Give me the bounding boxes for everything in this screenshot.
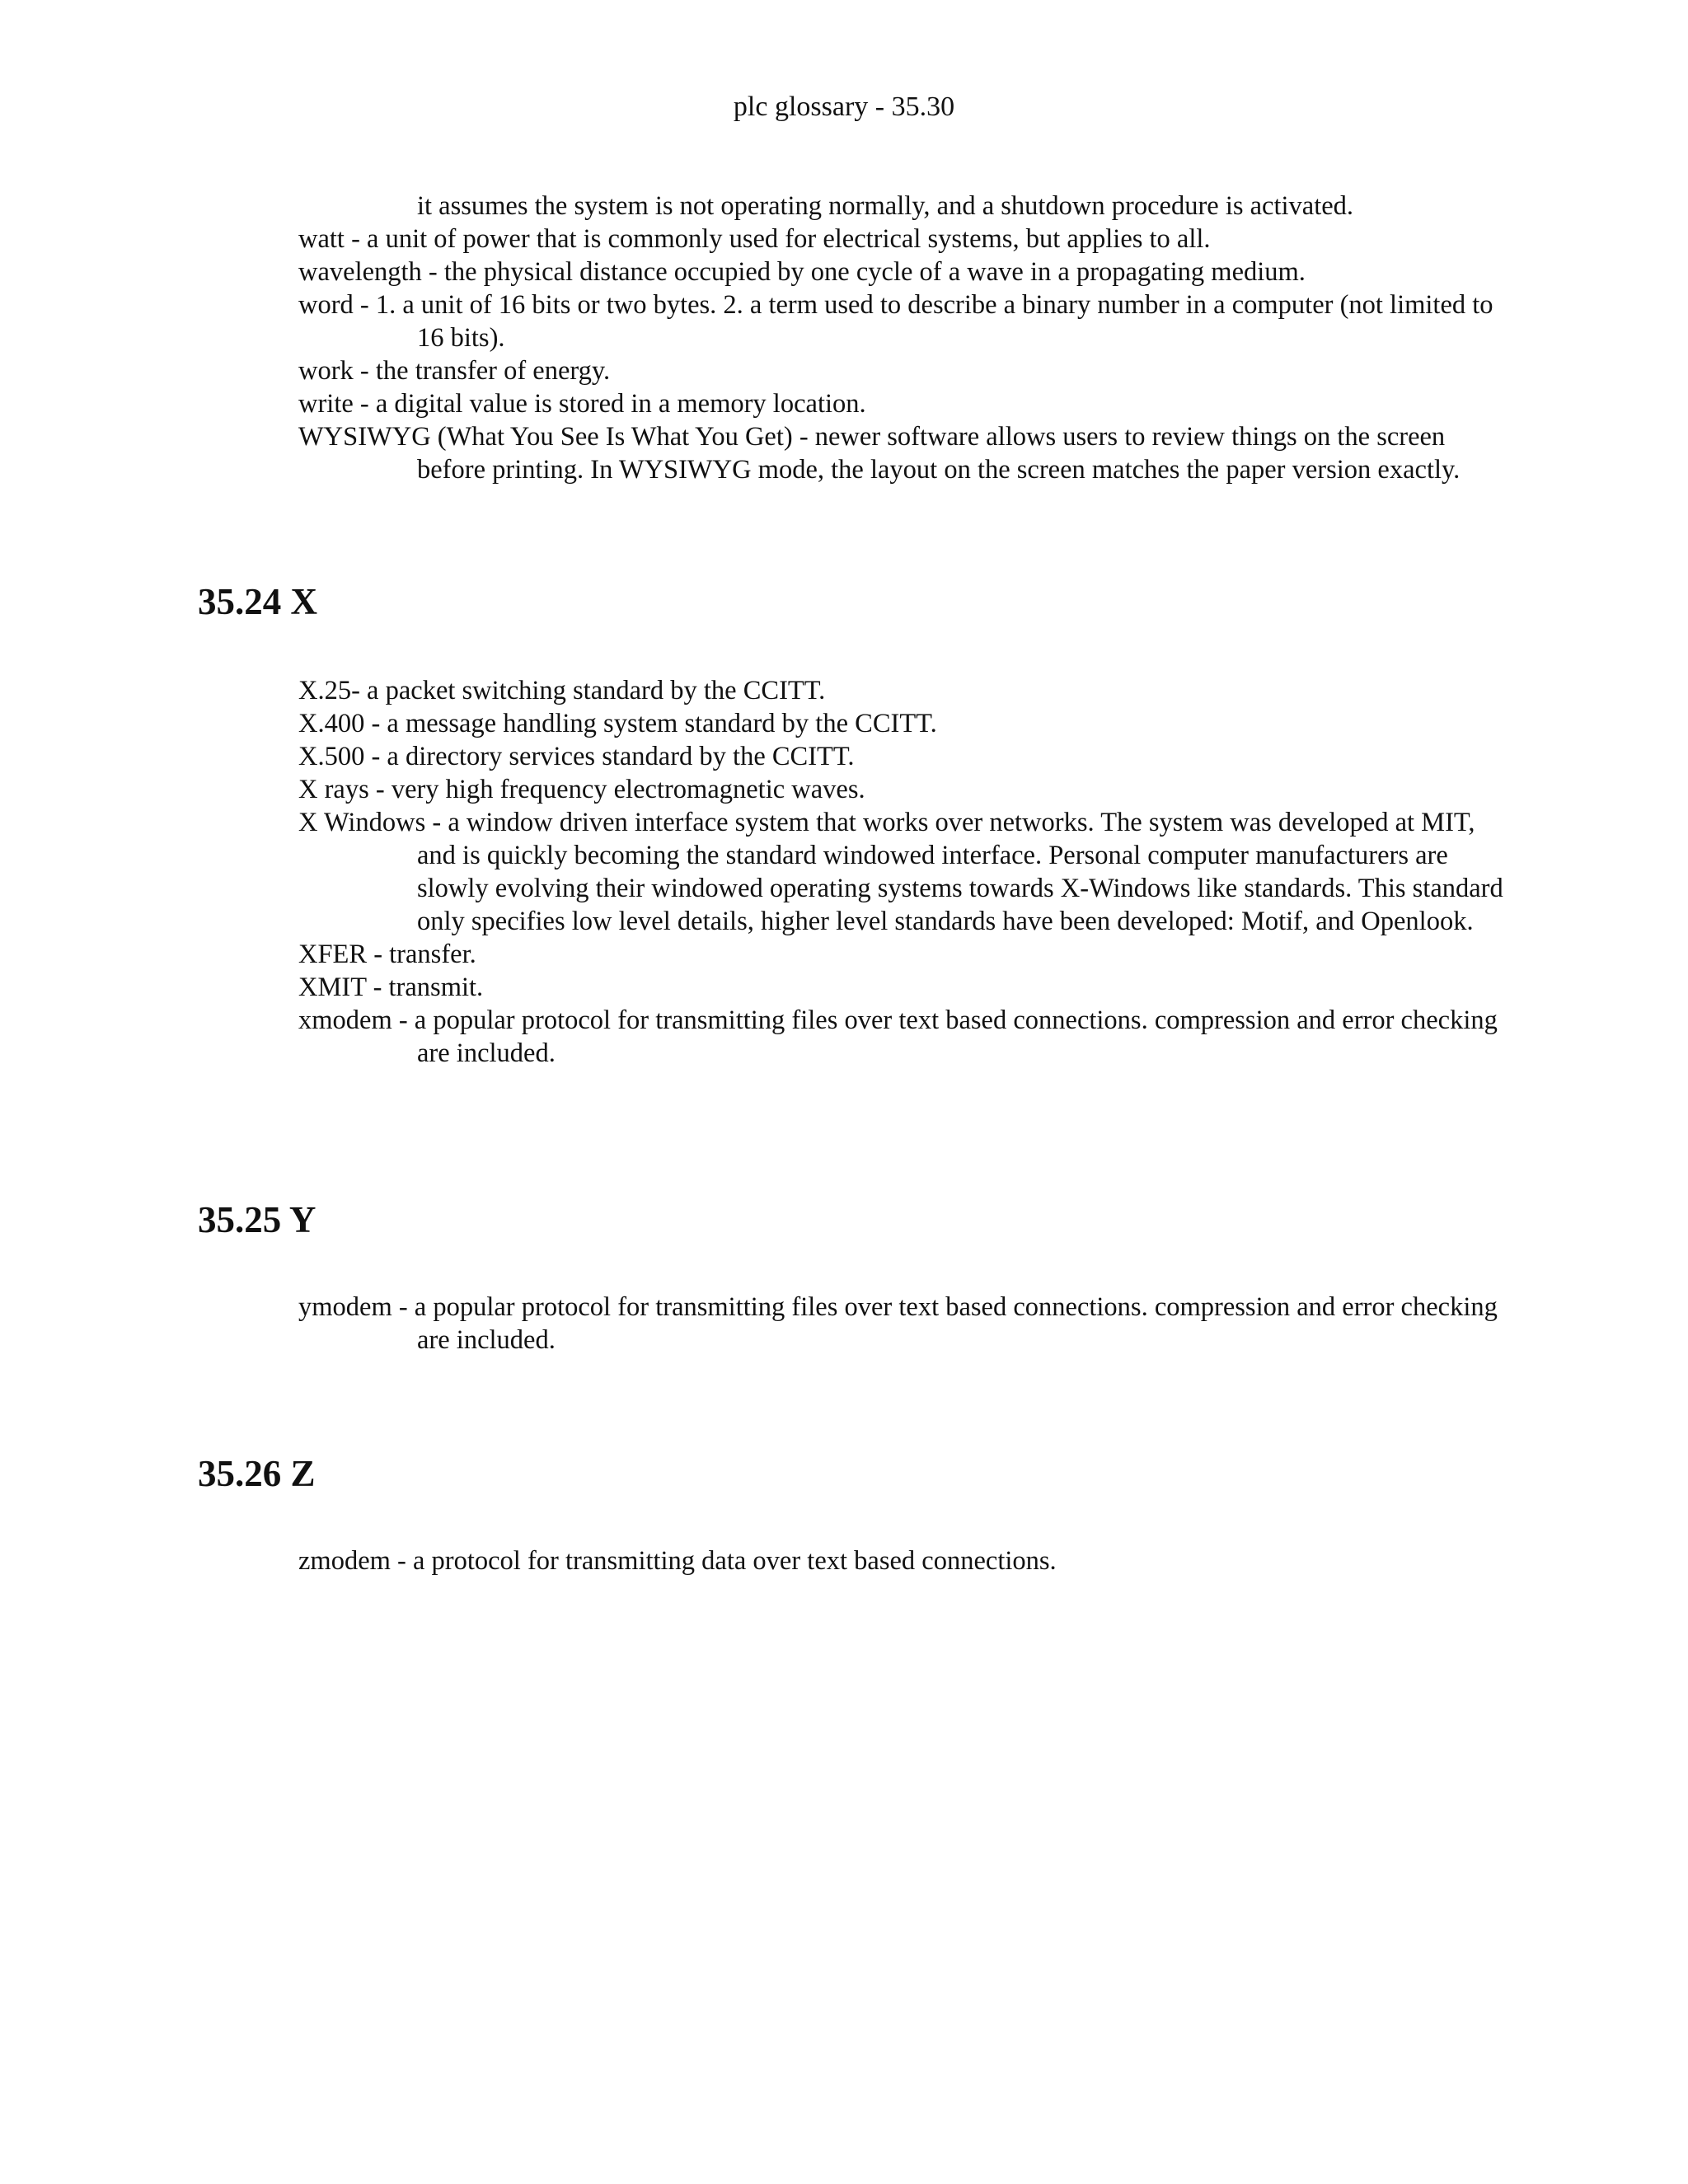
glossary-entry: WYSIWYG (What You See Is What You Get) - newer software allows users to review things on the screen before printing. In WYSIWYG mode, the layout on the screen matches the paper version exactly. [298,422,1461,485]
glossary-entry: word - 1. a unit of 16 bits or two bytes. 2. a term used to describe a binary number in a computer (not limited to 16 bits). [298,290,1493,353]
glossary-entry: XFER - transfer. [298,940,476,969]
glossary-entry: work - the transfer of energy. [298,356,611,386]
glossary-entry: X.25- a packet switching standard by the CCITT. [298,676,826,705]
section-heading-x: 35.24 X [198,581,317,622]
glossary-entry: X.400 - a message handling system standard by the CCITT. [298,709,937,738]
glossary-entry: write - a digital value is stored in a memory location. [298,389,866,419]
glossary-entry: ymodem - a popular protocol for transmitting files over text based connections. compression and error checking are included. [298,1292,1498,1355]
glossary-entry: watt - a unit of power that is commonly used for electrical systems, but applies to all. [298,224,1211,254]
page-header: plc glossary - 35.30 [733,91,955,122]
glossary-entry: wavelength - the physical distance occupied by one cycle of a wave in a propagating medium. [298,257,1306,287]
glossary-entry: X rays - very high frequency electromagnetic waves. [298,775,865,804]
glossary-entry-continuation: it assumes the system is not operating normally, and a shutdown procedure is activated. [417,191,1354,221]
glossary-entry: X.500 - a directory services standard by the CCITT. [298,742,855,771]
section-heading-y: 35.25 Y [198,1199,316,1240]
glossary-entries-y [298,1291,1518,1357]
glossary-entry: XMIT - transmit. [298,972,484,1002]
glossary-entry: xmodem - a popular protocol for transmitting files over text based connections. compression and error checking are included. [298,1005,1498,1068]
glossary-entries-x [298,674,1518,1070]
glossary-entries-z [298,1544,1518,1577]
glossary-entries-w [298,190,1518,486]
section-heading-z: 35.26 Z [198,1453,316,1494]
glossary-entry: zmodem - a protocol for transmitting data over text based connections. [298,1546,1057,1576]
glossary-entry: X Windows - a window driven interface system that works over networks. The system was developed at MIT, and is quickly becoming the standard windowed interface. Personal computer manufacturers are slowly evolving their windowed operating systems towards X-Windows like standards. This standard only specifies low level details, higher level standards have been developed: Motif, and Openlook. [298,808,1503,936]
